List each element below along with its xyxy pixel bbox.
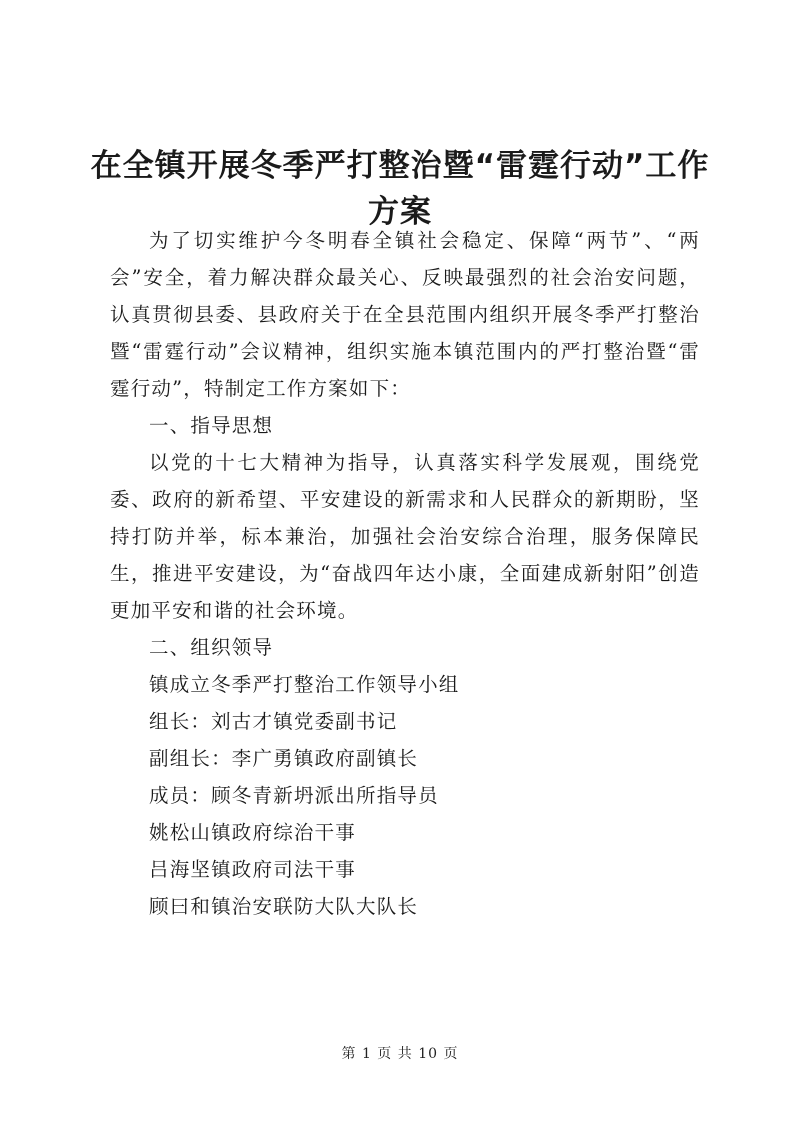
document-title-line-1: 在全镇开展冬季严打整治暨“雷霆行动”工作 xyxy=(90,148,710,184)
section-heading-organization: 二、组织领导 xyxy=(149,636,274,659)
paragraph-member-3: 吕海坚镇政府司法干事 xyxy=(149,858,357,881)
document-body xyxy=(110,222,700,925)
paragraph-leading-group: 镇成立冬季严打整治工作领导小组 xyxy=(149,673,460,696)
paragraph-deputy-leader: 副组长：李广勇镇政府副镇长 xyxy=(149,747,419,770)
paragraph-member-2: 姚松山镇政府综治干事 xyxy=(149,821,357,844)
paragraph-group-leader: 组长：刘古才镇党委副书记 xyxy=(149,710,398,733)
page-number-footer: 第 1 页 共 10 页 xyxy=(341,1046,459,1062)
paragraph-member-4: 顾曰和镇治安联防大队大队长 xyxy=(149,895,419,918)
paragraph-member-1: 成员：顾冬青新坍派出所指导员 xyxy=(149,784,439,807)
paragraph-intro: 为了切实维护今冬明春全镇社会稳定、保障“两节”、“两会”安全，着力解决群众最关心、反映最强烈的社会治安问题，认真贯彻县委、县政府关于在全县范围内组织开展冬季严打整治暨“雷霆行动”会议精神，组织实施本镇范围内的严打整治暨“雷霆行动”，特制定工作方案如下： xyxy=(110,229,700,400)
section-heading-guiding-thought: 一、指导思想 xyxy=(149,414,274,437)
paragraph-guiding-thought: 以党的十七大精神为指导，认真落实科学发展观，围绕党委、政府的新希望、平安建设的新需求和人民群众的新期盼，坚持打防并举，标本兼治，加强社会治安综合治理，服务保障民生，推进平安建设，为“奋战四年达小康，全面建成新射阳”创造更加平安和谐的社会环境。 xyxy=(110,451,700,622)
document-title-line-2: 方案 xyxy=(368,194,432,230)
